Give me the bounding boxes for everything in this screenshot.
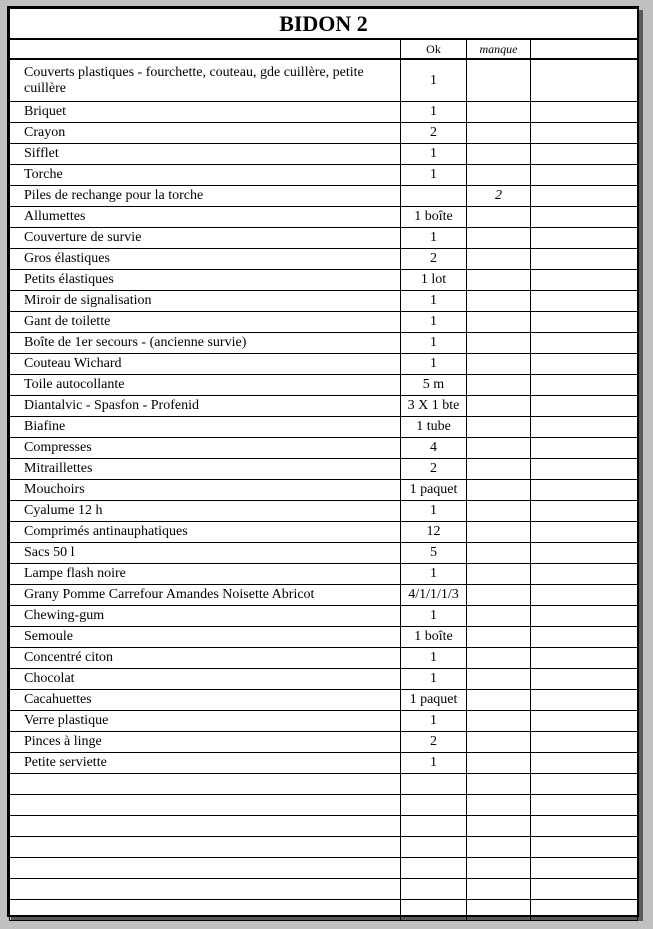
ok-cell: 1 lot bbox=[401, 270, 467, 291]
extra-cell bbox=[531, 333, 638, 354]
item-cell: Couteau Wichard bbox=[10, 354, 401, 375]
extra-cell bbox=[531, 165, 638, 186]
empty-cell bbox=[10, 816, 401, 837]
item-cell: Couverture de survie bbox=[10, 228, 401, 249]
item-cell: Compresses bbox=[10, 438, 401, 459]
empty-cell bbox=[401, 774, 467, 795]
empty-cell bbox=[467, 795, 531, 816]
manque-cell bbox=[467, 648, 531, 669]
extra-cell bbox=[531, 102, 638, 123]
empty-cell bbox=[401, 816, 467, 837]
ok-cell: 4/1/1/1/3 bbox=[401, 585, 467, 606]
extra-cell bbox=[531, 627, 638, 648]
table-row bbox=[10, 753, 638, 774]
item-cell: Piles de rechange pour la torche bbox=[10, 186, 401, 207]
empty-cell bbox=[401, 900, 467, 921]
extra-cell bbox=[531, 480, 638, 501]
extra-cell bbox=[531, 123, 638, 144]
empty-row bbox=[10, 837, 638, 858]
extra-cell bbox=[531, 648, 638, 669]
ok-cell: 2 bbox=[401, 459, 467, 480]
empty-cell bbox=[401, 837, 467, 858]
manque-cell bbox=[467, 711, 531, 732]
extra-cell bbox=[531, 711, 638, 732]
manque-cell bbox=[467, 354, 531, 375]
page-title: BIDON 2 bbox=[10, 9, 638, 40]
table-row bbox=[10, 417, 638, 438]
ok-cell: 1 bbox=[401, 354, 467, 375]
extra-cell bbox=[531, 669, 638, 690]
ok-cell: 2 bbox=[401, 123, 467, 144]
ok-cell: 1 bbox=[401, 144, 467, 165]
table-row bbox=[10, 669, 638, 690]
item-cell: Sacs 50 l bbox=[10, 543, 401, 564]
item-cell: Comprimés antinauphatiques bbox=[10, 522, 401, 543]
ok-cell: 1 boîte bbox=[401, 207, 467, 228]
item-cell: Lampe flash noire bbox=[10, 564, 401, 585]
empty-cell bbox=[467, 858, 531, 879]
table-row bbox=[10, 564, 638, 585]
table-row bbox=[10, 354, 638, 375]
ok-cell: 1 bbox=[401, 312, 467, 333]
table-row bbox=[10, 711, 638, 732]
manque-cell bbox=[467, 669, 531, 690]
manque-cell bbox=[467, 228, 531, 249]
extra-cell bbox=[531, 543, 638, 564]
table-row bbox=[10, 627, 638, 648]
empty-cell bbox=[467, 816, 531, 837]
item-cell: Concentré citon bbox=[10, 648, 401, 669]
item-cell: Petits élastiques bbox=[10, 270, 401, 291]
table-row bbox=[10, 123, 638, 144]
empty-cell bbox=[10, 795, 401, 816]
ok-cell: 1 tube bbox=[401, 417, 467, 438]
manque-cell bbox=[467, 417, 531, 438]
extra-cell bbox=[531, 312, 638, 333]
manque-cell bbox=[467, 543, 531, 564]
table-row bbox=[10, 690, 638, 711]
extra-cell bbox=[531, 585, 638, 606]
item-cell: Mitraillettes bbox=[10, 459, 401, 480]
extra-cell bbox=[531, 249, 638, 270]
checklist-table bbox=[9, 8, 638, 921]
manque-cell bbox=[467, 291, 531, 312]
manque-cell: 2 bbox=[467, 186, 531, 207]
extra-cell bbox=[531, 501, 638, 522]
empty-row bbox=[10, 795, 638, 816]
table-row bbox=[10, 585, 638, 606]
manque-cell bbox=[467, 270, 531, 291]
item-cell: Sifflet bbox=[10, 144, 401, 165]
empty-cell bbox=[531, 900, 638, 921]
title-row bbox=[10, 9, 638, 40]
ok-cell: 3 X 1 bte bbox=[401, 396, 467, 417]
item-cell: Cacahuettes bbox=[10, 690, 401, 711]
table-row bbox=[10, 102, 638, 123]
manque-cell bbox=[467, 627, 531, 648]
extra-cell bbox=[531, 354, 638, 375]
table-row bbox=[10, 312, 638, 333]
item-cell: Miroir de signalisation bbox=[10, 291, 401, 312]
empty-cell bbox=[10, 774, 401, 795]
extra-cell bbox=[531, 207, 638, 228]
empty-cell bbox=[467, 774, 531, 795]
manque-cell bbox=[467, 564, 531, 585]
empty-cell bbox=[401, 795, 467, 816]
ok-cell: 5 bbox=[401, 543, 467, 564]
table-row bbox=[10, 543, 638, 564]
empty-cell bbox=[531, 858, 638, 879]
empty-row bbox=[10, 858, 638, 879]
extra-cell bbox=[531, 522, 638, 543]
ok-cell: 1 bbox=[401, 228, 467, 249]
item-cell: Cyalume 12 h bbox=[10, 501, 401, 522]
manque-cell bbox=[467, 312, 531, 333]
ok-cell: 1 paquet bbox=[401, 480, 467, 501]
table-row bbox=[10, 291, 638, 312]
table-row bbox=[10, 606, 638, 627]
extra-cell bbox=[531, 753, 638, 774]
extra-cell bbox=[531, 270, 638, 291]
manque-cell bbox=[467, 753, 531, 774]
table-row bbox=[10, 228, 638, 249]
extra-cell bbox=[531, 396, 638, 417]
item-cell: Toile autocollante bbox=[10, 375, 401, 396]
ok-cell: 1 bbox=[401, 291, 467, 312]
manque-cell bbox=[467, 249, 531, 270]
ok-cell: 4 bbox=[401, 438, 467, 459]
empty-cell bbox=[467, 837, 531, 858]
empty-row bbox=[10, 879, 638, 900]
manque-cell bbox=[467, 207, 531, 228]
empty-cell bbox=[10, 900, 401, 921]
ok-cell: 1 bbox=[401, 501, 467, 522]
extra-cell bbox=[531, 228, 638, 249]
extra-cell bbox=[531, 144, 638, 165]
ok-cell: 1 paquet bbox=[401, 690, 467, 711]
item-cell: Chocolat bbox=[10, 669, 401, 690]
item-cell: Crayon bbox=[10, 123, 401, 144]
manque-cell bbox=[467, 59, 531, 102]
checklist-sheet bbox=[7, 6, 639, 917]
ok-cell: 1 bbox=[401, 669, 467, 690]
table-row bbox=[10, 501, 638, 522]
ok-cell: 1 bbox=[401, 606, 467, 627]
table-row bbox=[10, 522, 638, 543]
empty-cell bbox=[10, 858, 401, 879]
extra-cell bbox=[531, 59, 638, 102]
extra-cell bbox=[531, 186, 638, 207]
manque-cell bbox=[467, 480, 531, 501]
item-cell: Gros élastiques bbox=[10, 249, 401, 270]
item-cell: Pinces à linge bbox=[10, 732, 401, 753]
extra-cell bbox=[531, 690, 638, 711]
manque-cell bbox=[467, 501, 531, 522]
ok-cell bbox=[401, 186, 467, 207]
table-row bbox=[10, 396, 638, 417]
item-cell: Semoule bbox=[10, 627, 401, 648]
header-extra bbox=[531, 39, 638, 59]
manque-cell bbox=[467, 102, 531, 123]
item-cell: Allumettes bbox=[10, 207, 401, 228]
item-cell: Torche bbox=[10, 165, 401, 186]
table-row bbox=[10, 333, 638, 354]
ok-cell: 12 bbox=[401, 522, 467, 543]
empty-cell bbox=[10, 837, 401, 858]
manque-cell bbox=[467, 375, 531, 396]
extra-cell bbox=[531, 417, 638, 438]
empty-row bbox=[10, 816, 638, 837]
empty-cell bbox=[531, 774, 638, 795]
ok-cell: 2 bbox=[401, 249, 467, 270]
table-row bbox=[10, 648, 638, 669]
manque-cell bbox=[467, 123, 531, 144]
extra-cell bbox=[531, 291, 638, 312]
table-row bbox=[10, 375, 638, 396]
extra-cell bbox=[531, 459, 638, 480]
empty-cell bbox=[531, 879, 638, 900]
item-cell: Gant de toilette bbox=[10, 312, 401, 333]
manque-cell bbox=[467, 585, 531, 606]
item-cell: Verre plastique bbox=[10, 711, 401, 732]
manque-cell bbox=[467, 732, 531, 753]
table-row bbox=[10, 732, 638, 753]
item-cell: Boîte de 1er secours - (ancienne survie) bbox=[10, 333, 401, 354]
empty-cell bbox=[531, 837, 638, 858]
item-cell: Petite serviette bbox=[10, 753, 401, 774]
header-row bbox=[10, 39, 638, 59]
ok-cell: 1 bbox=[401, 102, 467, 123]
manque-cell bbox=[467, 690, 531, 711]
manque-cell bbox=[467, 165, 531, 186]
extra-cell bbox=[531, 732, 638, 753]
ok-cell: 1 bbox=[401, 711, 467, 732]
table-row bbox=[10, 165, 638, 186]
header-ok: Ok bbox=[401, 39, 467, 59]
table-row bbox=[10, 186, 638, 207]
manque-cell bbox=[467, 606, 531, 627]
ok-cell: 5 m bbox=[401, 375, 467, 396]
empty-cell bbox=[531, 816, 638, 837]
item-cell: Chewing-gum bbox=[10, 606, 401, 627]
table-row bbox=[10, 249, 638, 270]
manque-cell bbox=[467, 459, 531, 480]
item-cell: Diantalvic - Spasfon - Profenid bbox=[10, 396, 401, 417]
empty-cell bbox=[531, 795, 638, 816]
empty-row bbox=[10, 900, 638, 921]
ok-cell: 1 bbox=[401, 165, 467, 186]
ok-cell: 1 bbox=[401, 753, 467, 774]
ok-cell: 1 boîte bbox=[401, 627, 467, 648]
extra-cell bbox=[531, 438, 638, 459]
manque-cell bbox=[467, 438, 531, 459]
manque-cell bbox=[467, 144, 531, 165]
empty-cell bbox=[401, 879, 467, 900]
ok-cell: 1 bbox=[401, 564, 467, 585]
table-row bbox=[10, 270, 638, 291]
empty-cell bbox=[467, 900, 531, 921]
header-manque: manque bbox=[467, 39, 531, 59]
ok-cell: 1 bbox=[401, 59, 467, 102]
ok-cell: 2 bbox=[401, 732, 467, 753]
manque-cell bbox=[467, 522, 531, 543]
extra-cell bbox=[531, 564, 638, 585]
empty-cell bbox=[401, 858, 467, 879]
item-cell: Grany Pomme Carrefour Amandes Noisette Abricot bbox=[10, 585, 401, 606]
empty-cell bbox=[10, 879, 401, 900]
table-row bbox=[10, 144, 638, 165]
item-cell: Biafine bbox=[10, 417, 401, 438]
ok-cell: 1 bbox=[401, 648, 467, 669]
empty-row bbox=[10, 774, 638, 795]
manque-cell bbox=[467, 396, 531, 417]
manque-cell bbox=[467, 333, 531, 354]
empty-cell bbox=[467, 879, 531, 900]
item-cell: Briquet bbox=[10, 102, 401, 123]
ok-cell: 1 bbox=[401, 333, 467, 354]
table-row bbox=[10, 59, 638, 102]
extra-cell bbox=[531, 375, 638, 396]
table-row bbox=[10, 438, 638, 459]
table-row bbox=[10, 459, 638, 480]
table-row bbox=[10, 207, 638, 228]
item-cell: Couverts plastiques - fourchette, couteau, gde cuillère, petite cuillère bbox=[10, 59, 401, 102]
header-item bbox=[10, 39, 401, 59]
table-row bbox=[10, 480, 638, 501]
item-cell: Mouchoirs bbox=[10, 480, 401, 501]
extra-cell bbox=[531, 606, 638, 627]
